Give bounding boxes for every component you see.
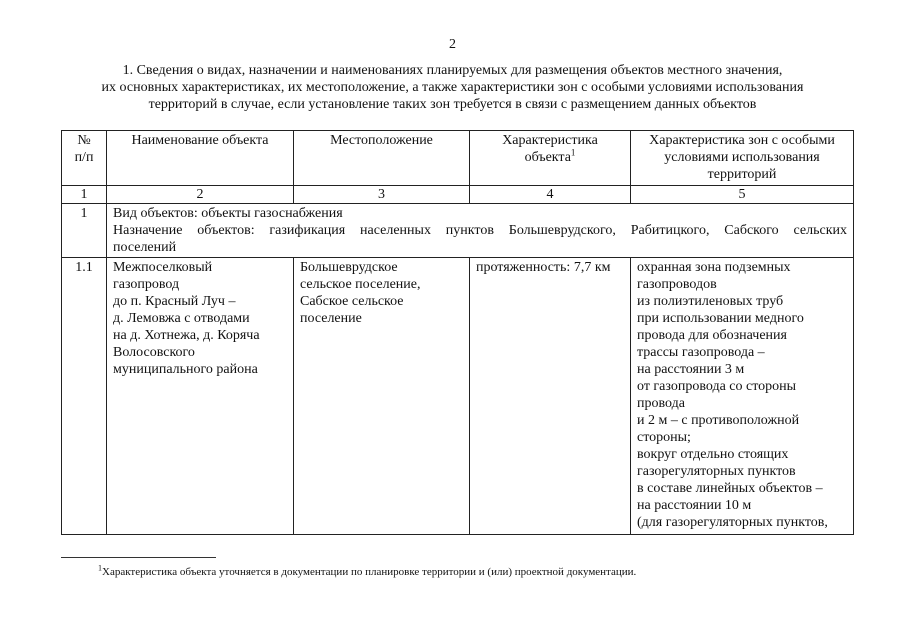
- item-num: 1.1: [62, 258, 107, 535]
- footnote: [98, 563, 637, 578]
- group-purpose-line-2: поселений: [113, 240, 177, 255]
- section-heading: [70, 62, 835, 113]
- footnote-marker: 1: [98, 563, 102, 573]
- footnote-separator: [61, 557, 216, 558]
- column-number: 1: [62, 186, 107, 204]
- item-characteristic: протяженность: 7,7 км: [470, 258, 631, 535]
- header-name: Наименование объекта: [107, 131, 294, 186]
- header-zones: Характеристика зон с особыми условиями использования территорий: [631, 131, 854, 186]
- page-number: 2: [449, 37, 456, 52]
- group-purpose-line-1: Назначение объектов: газификация населенных пунктов Большеврудского, Рабитицкого, Сабского сельских: [113, 223, 847, 238]
- table-row: [62, 258, 854, 535]
- column-number: 4: [470, 186, 631, 204]
- item-name: Межпоселковый газопровод до п. Красный Луч – д. Лемовжа с отводами на д. Хотнежа, д. Коряча Волосовского муниципального района: [107, 258, 294, 535]
- column-number: 5: [631, 186, 854, 204]
- group-num: 1: [62, 204, 107, 258]
- heading-line-2: их основных характеристиках, их местоположение, а также характеристики зон с особыми условиями использования: [101, 80, 804, 95]
- header-characteristic: Характеристика объекта$^1$: [470, 131, 631, 186]
- column-number: 3: [294, 186, 470, 204]
- column-numbers-row: [62, 186, 854, 204]
- header-location: Местоположение: [294, 131, 470, 186]
- item-location: Большеврудское сельское поселение, Сабское сельское поселение: [294, 258, 470, 535]
- group-description: [107, 204, 854, 258]
- item-zones: охранная зона подземных газопроводов из полиэтиленовых труб при использовании медного провода для обозначения трассы газопровода – на расстоянии 3 м от газопровода со стороны провода и 2 м – с противоположной стороны; вокруг отдельно стоящих газорегуляторных пунктов в составе линейных объектов – на расстоянии 10 м (для газорегуляторных пунктов,: [631, 258, 854, 535]
- group-row: [62, 204, 854, 258]
- group-type: Вид объектов: объекты газоснабжения: [113, 206, 343, 221]
- column-number: 2: [107, 186, 294, 204]
- footnote-text: Характеристика объекта уточняется в документации по планировке территории и (или) проектной документации.: [102, 566, 637, 578]
- footnote-ref: 1: [570, 147, 576, 158]
- header-num: № п/п: [62, 131, 107, 186]
- heading-line-1: 1. Сведения о видах, назначении и наименованиях планируемых для размещения объектов местного значения,: [122, 63, 783, 78]
- table-header-row: [62, 131, 854, 186]
- heading-line-3: территорий в случае, если установление таких зон требуется в связи с размещением данных объектов: [148, 97, 757, 112]
- objects-table: [61, 130, 854, 535]
